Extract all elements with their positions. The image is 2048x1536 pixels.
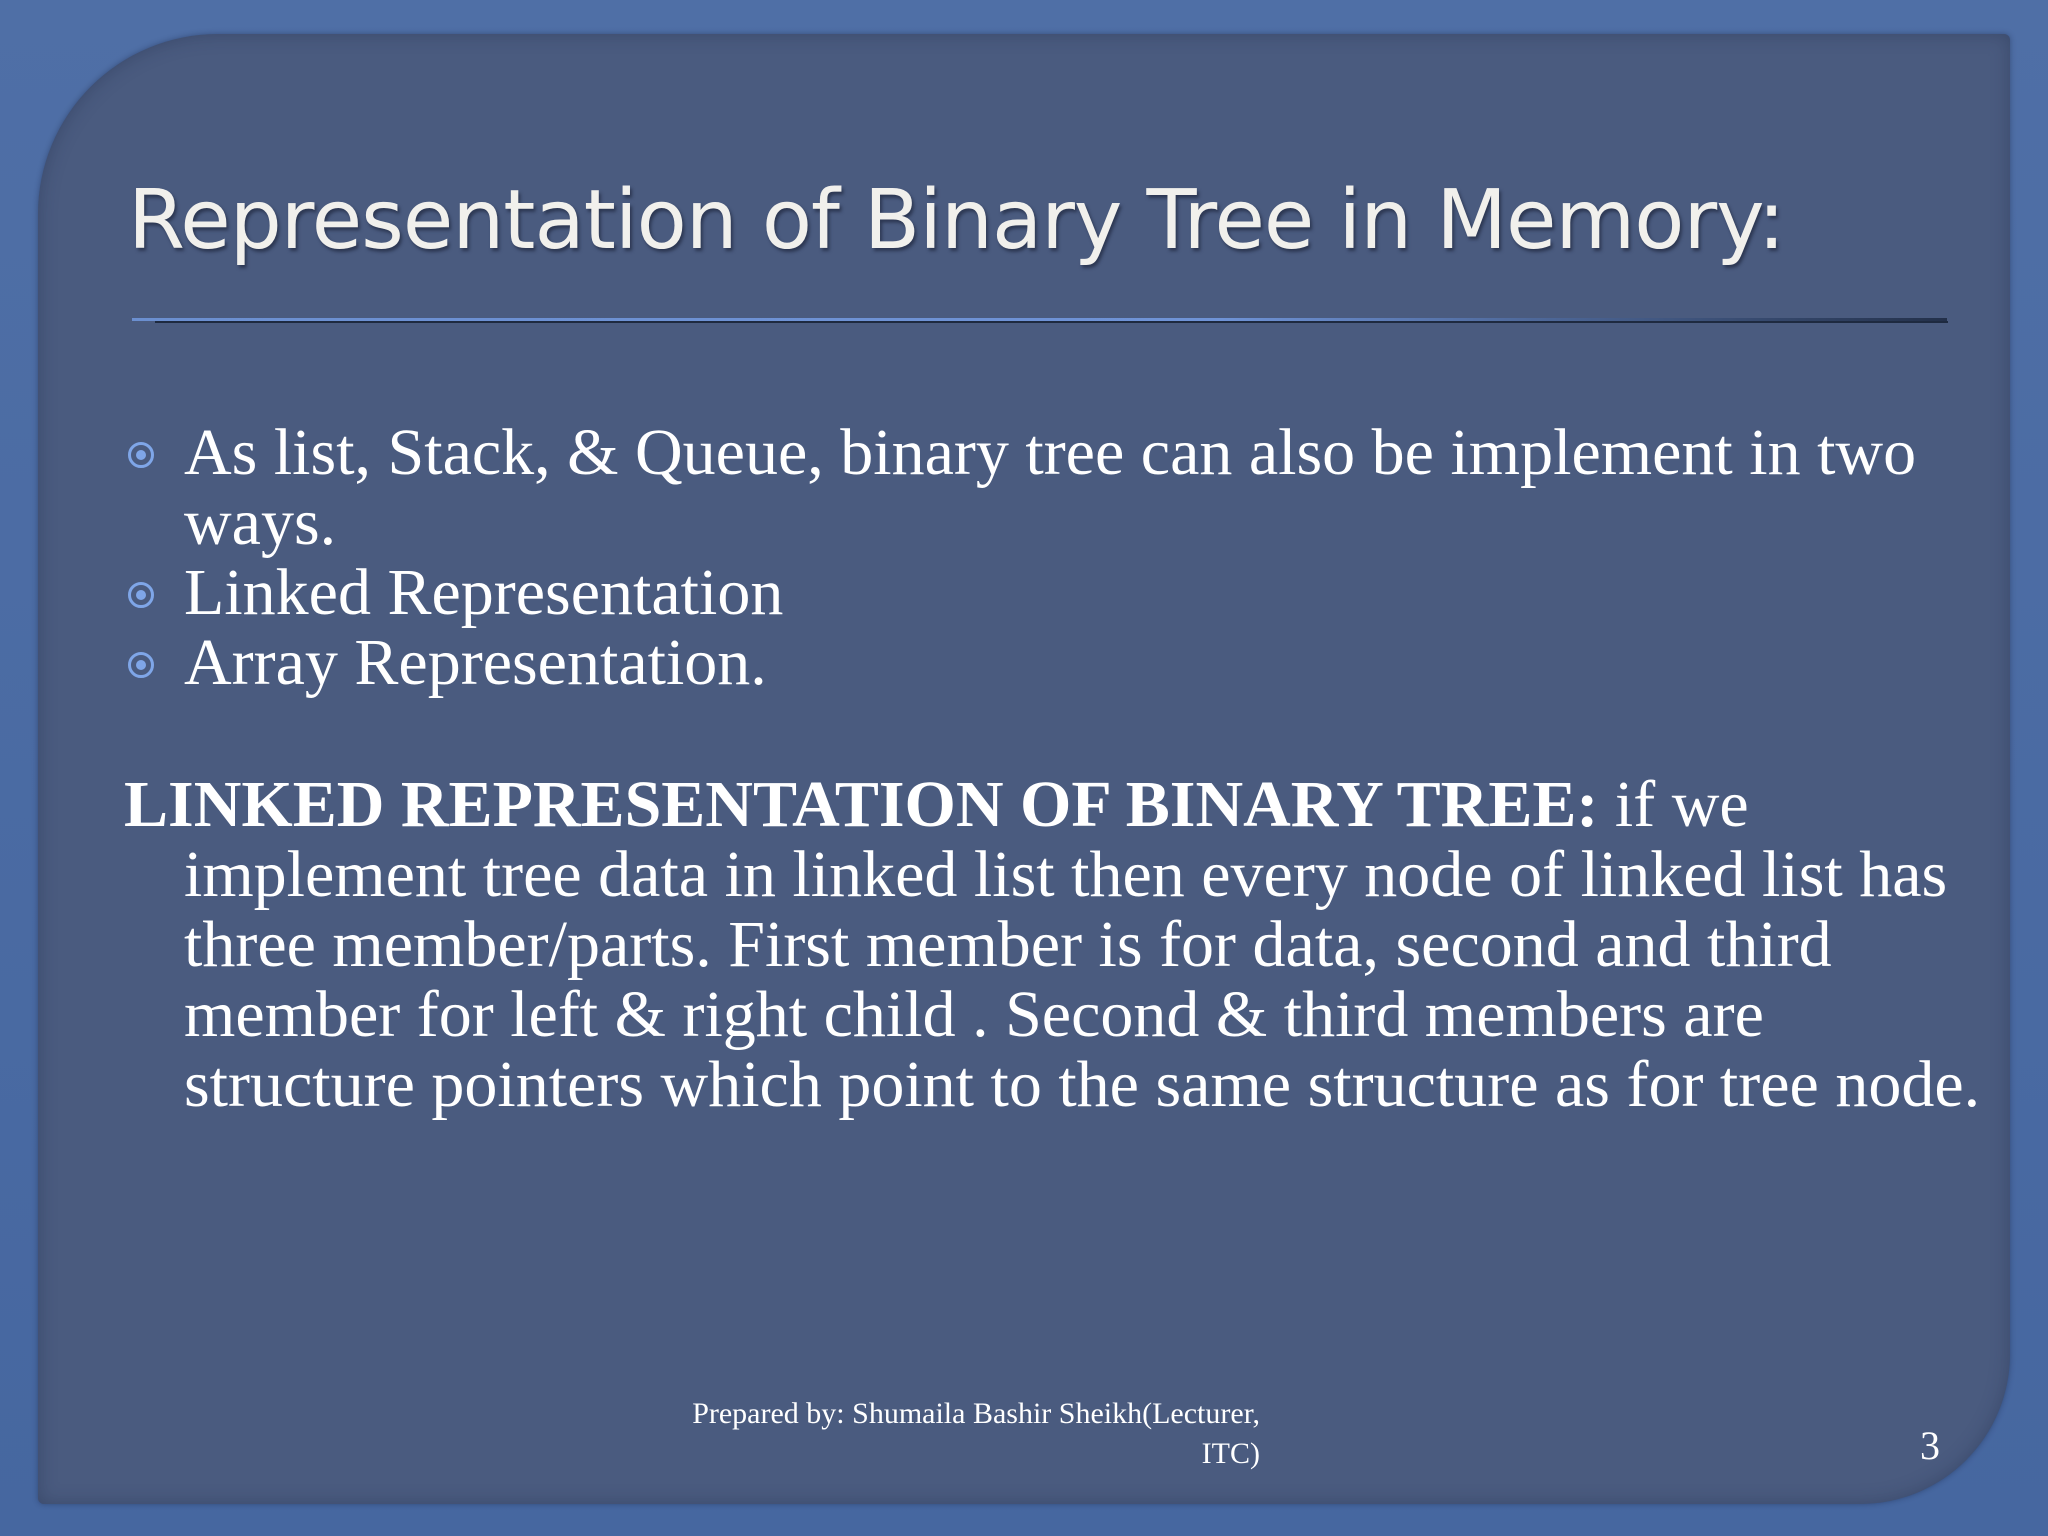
linked-representation-paragraph xyxy=(124,770,2004,1120)
title-underline-shadow xyxy=(155,321,1948,323)
paragraph-heading: LINKED REPRESENTATION OF BINARY TREE: xyxy=(124,768,1599,841)
circled-dot-icon xyxy=(128,442,154,468)
circled-dot-icon xyxy=(128,652,154,678)
footer-line-1: Prepared by: Shumaila Bashir Sheikh(Lecturer, xyxy=(692,1397,1260,1430)
footer-line-2: ITC) xyxy=(1201,1437,1260,1470)
bullet-text: Linked Representation xyxy=(184,556,784,629)
bullet-item xyxy=(128,418,1928,558)
slide-title: Representation of Binary Tree in Memory: xyxy=(128,173,1785,268)
bullet-text: Array Representation. xyxy=(184,626,767,699)
circled-dot-icon xyxy=(128,582,154,608)
page-number: 3 xyxy=(1920,1423,1940,1468)
slide-footer xyxy=(560,1394,1260,1474)
bullet-item xyxy=(128,558,1928,628)
bullet-list xyxy=(128,418,1928,698)
paragraph-body: if we implement tree data in linked list then every node of linked list has three member/parts. First member is for data, second and third member for left & right child . Second & third members are structure pointers which point to the same structure as for tree node. xyxy=(184,768,1981,1121)
bullet-text: As list, Stack, & Queue, binary tree can also be implement in two ways. xyxy=(184,416,1917,559)
bullet-item xyxy=(128,628,1928,698)
